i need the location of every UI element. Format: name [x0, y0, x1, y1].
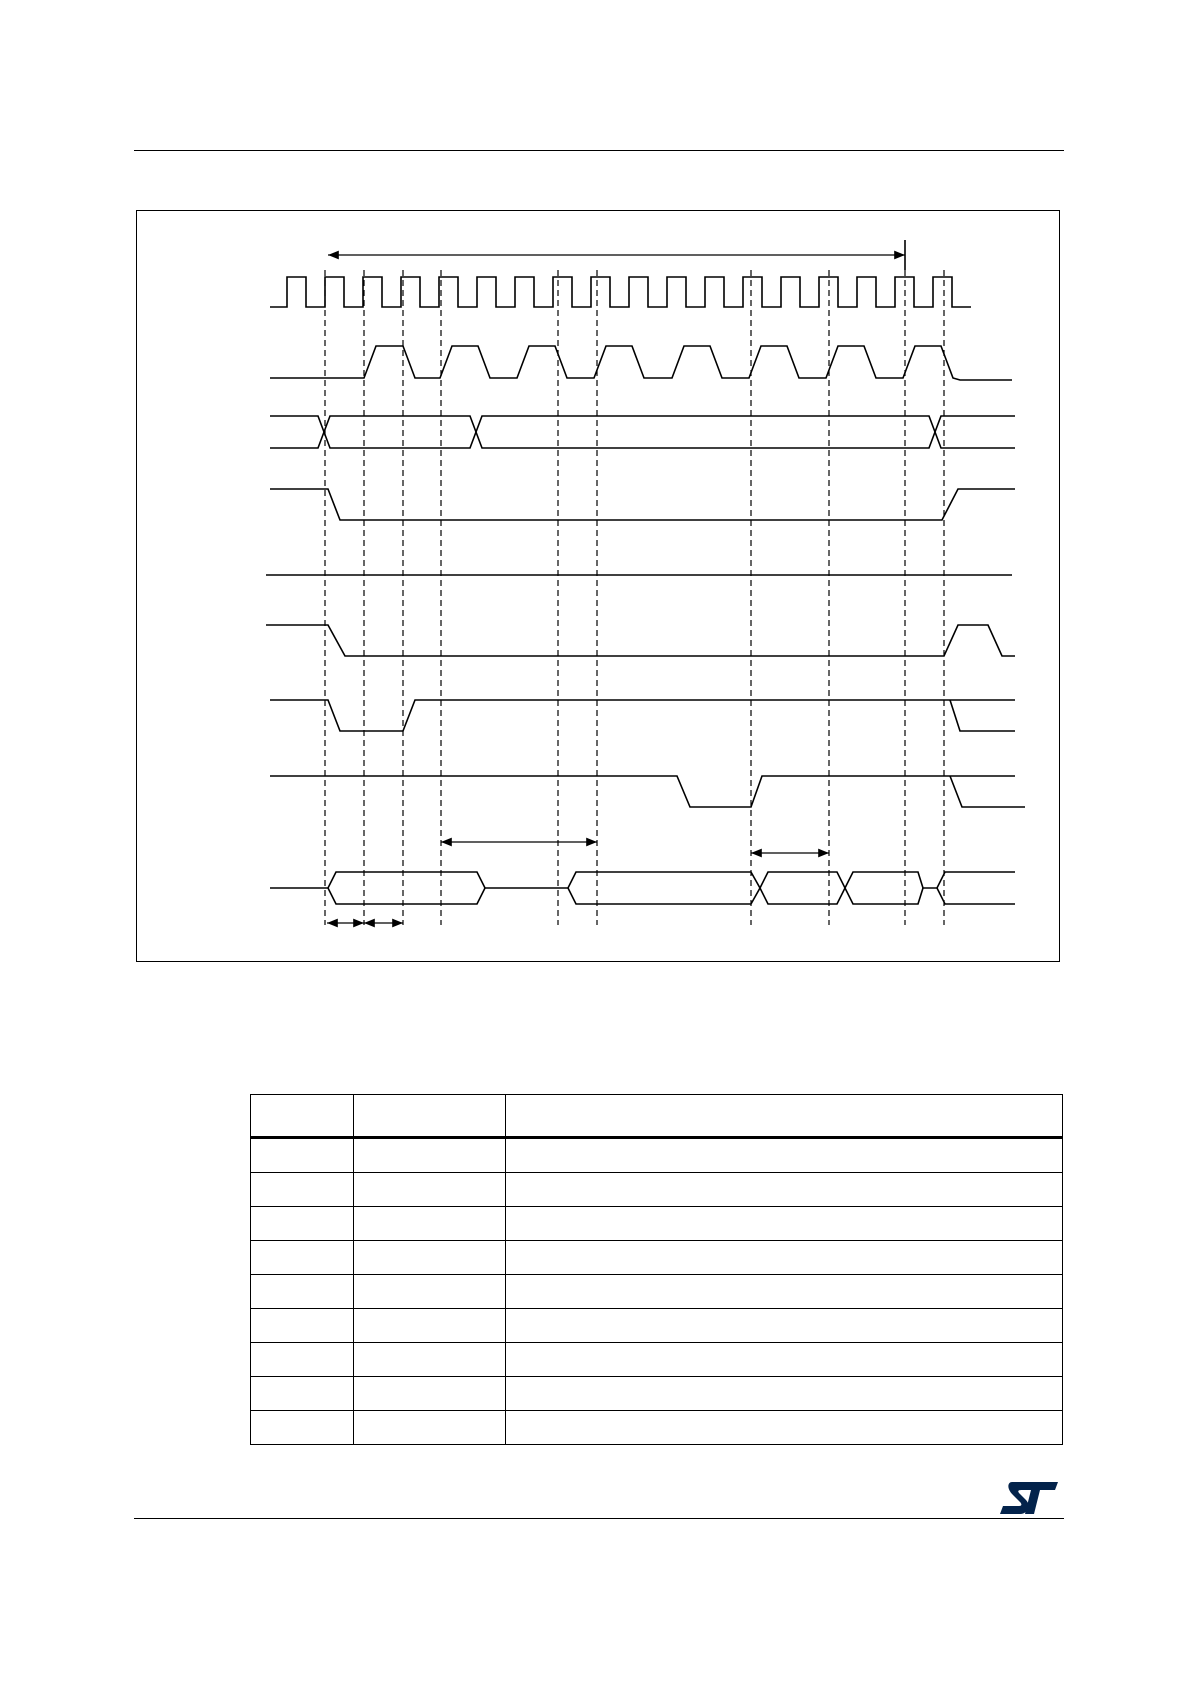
table-cell — [506, 1411, 1063, 1445]
table-cell — [354, 1207, 506, 1241]
table-cell — [354, 1241, 506, 1275]
table-row — [251, 1343, 1063, 1377]
table-cell — [354, 1275, 506, 1309]
table-header-cell — [354, 1095, 506, 1138]
table-row — [251, 1173, 1063, 1207]
timing-guide-lines — [325, 270, 944, 925]
table-row — [251, 1138, 1063, 1173]
signal-waveform-4 — [270, 489, 1015, 520]
table-cell — [506, 1138, 1063, 1173]
table-header-row — [251, 1095, 1063, 1138]
table-cell — [354, 1343, 506, 1377]
signal-waveform-8-branch — [950, 776, 1025, 807]
table-cell — [251, 1173, 354, 1207]
table-cell — [506, 1343, 1063, 1377]
timing-parameter-table — [250, 1094, 1063, 1445]
table-cell — [506, 1173, 1063, 1207]
table-cell — [354, 1309, 506, 1343]
table-cell — [506, 1275, 1063, 1309]
table-cell — [251, 1241, 354, 1275]
table-cell — [506, 1309, 1063, 1343]
bus-waveform-1-lower — [270, 416, 1015, 448]
table-cell — [251, 1411, 354, 1445]
table-cell — [251, 1207, 354, 1241]
footer-rule — [134, 1518, 1064, 1519]
table-row — [251, 1275, 1063, 1309]
bus-waveform-9-lower — [328, 888, 1015, 904]
timing-dimension-arrows — [327, 240, 905, 923]
clock-waveform — [270, 277, 971, 307]
table-row — [251, 1377, 1063, 1411]
table-row — [251, 1411, 1063, 1445]
bus-waveform-9-upper — [270, 872, 1015, 888]
table-cell — [506, 1207, 1063, 1241]
table-cell — [506, 1241, 1063, 1275]
table-body — [251, 1138, 1063, 1445]
table-cell — [251, 1377, 354, 1411]
table-row — [251, 1207, 1063, 1241]
signal-waveform-7 — [270, 700, 1015, 731]
table-cell — [251, 1275, 354, 1309]
st-logo — [998, 1480, 1060, 1516]
signal-waveform-6 — [266, 625, 1015, 656]
table-header-cell — [506, 1095, 1063, 1138]
table-cell — [251, 1309, 354, 1343]
table-cell — [354, 1138, 506, 1173]
table-row — [251, 1241, 1063, 1275]
signal-waveform-7-branch — [950, 700, 1015, 731]
strobe-waveform — [270, 346, 1012, 380]
table-cell — [354, 1377, 506, 1411]
signal-waveforms — [266, 277, 1025, 904]
signal-waveform-8 — [270, 776, 1015, 807]
table-cell — [251, 1343, 354, 1377]
table-cell — [506, 1377, 1063, 1411]
table-cell — [354, 1173, 506, 1207]
table-row — [251, 1309, 1063, 1343]
table-cell — [251, 1138, 354, 1173]
table-cell — [354, 1411, 506, 1445]
bus-waveform-1-upper — [270, 416, 1015, 448]
table-header-cell — [251, 1095, 354, 1138]
